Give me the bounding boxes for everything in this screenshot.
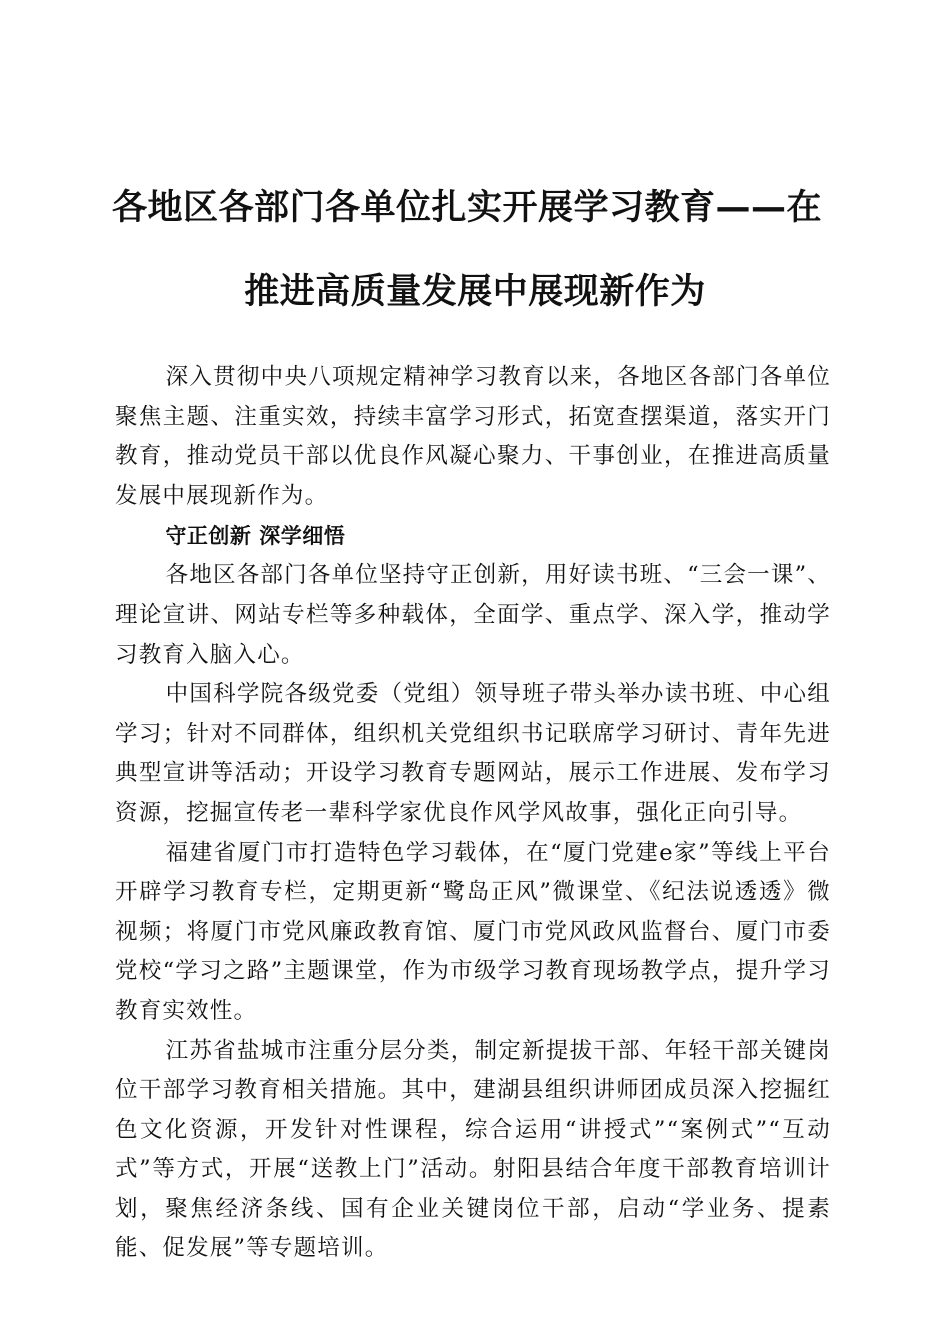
paragraph-4: 江苏省盐城市注重分层分类，制定新提拔干部、年轻干部关键岗位干部学习教育相关措施。其中，建湖县组织讲师团成员深入挖掘红色文化资源，开发针对性课程，综合运用“讲授式”“案例式”“互动式”等方式，开展“送教上门”活动。射阳县结合年度干部教育培训计划，聚焦经济条线、国有企业关键岗位干部，启动“学业务、提素能、促发展”等专题培训。 (115, 1037, 831, 1262)
paragraph-2: 中国科学院各级党委（党组）领导班子带头举办读书班、中心组学习；针对不同群体，组织机关党组织书记联席学习研讨、青年先进典型宣讲等活动；开设学习教育专题网站，展示工作进展、发布学习资源，挖掘宣传老一辈科学家优良作风学风故事，强化正向引导。 (115, 681, 831, 826)
paragraph-1: 各地区各部门各单位坚持守正创新，用好读书班、“三会一课”、理论宣讲、网站专栏等多种载体，全面学、重点学、深入学，推动学习教育入脑入心。 (115, 562, 831, 668)
section-heading: 守正创新 深学细悟 (165, 524, 346, 549)
document-body (115, 358, 831, 1269)
title-line-1: 各地区各部门各单位扎实开展学习教育——在 (112, 188, 823, 228)
intro-paragraph: 深入贯彻中央八项规定精神学习教育以来，各地区各部门各单位聚焦主题、注重实效，持续丰富学习形式，拓宽查摆渠道，落实开门教育，推动党员干部以优良作风凝心聚力、干事创业，在推进高质量发展中展现新作为。 (115, 364, 831, 509)
document-title (112, 166, 838, 334)
title-line-2: 推进高质量发展中展现新作为 (244, 272, 706, 312)
paragraph-3: 福建省厦门市打造特色学习载体，在“厦门党建e家”等线上平台开辟学习教育专栏，定期更新“鹭岛正风”微课堂、《纪法说透透》微视频；将厦门市党风廉政教育馆、厦门市党风政风监督台、厦门市委党校“学习之路”主题课堂，作为市级学习教育现场教学点，提升学习教育实效性。 (115, 839, 831, 1024)
